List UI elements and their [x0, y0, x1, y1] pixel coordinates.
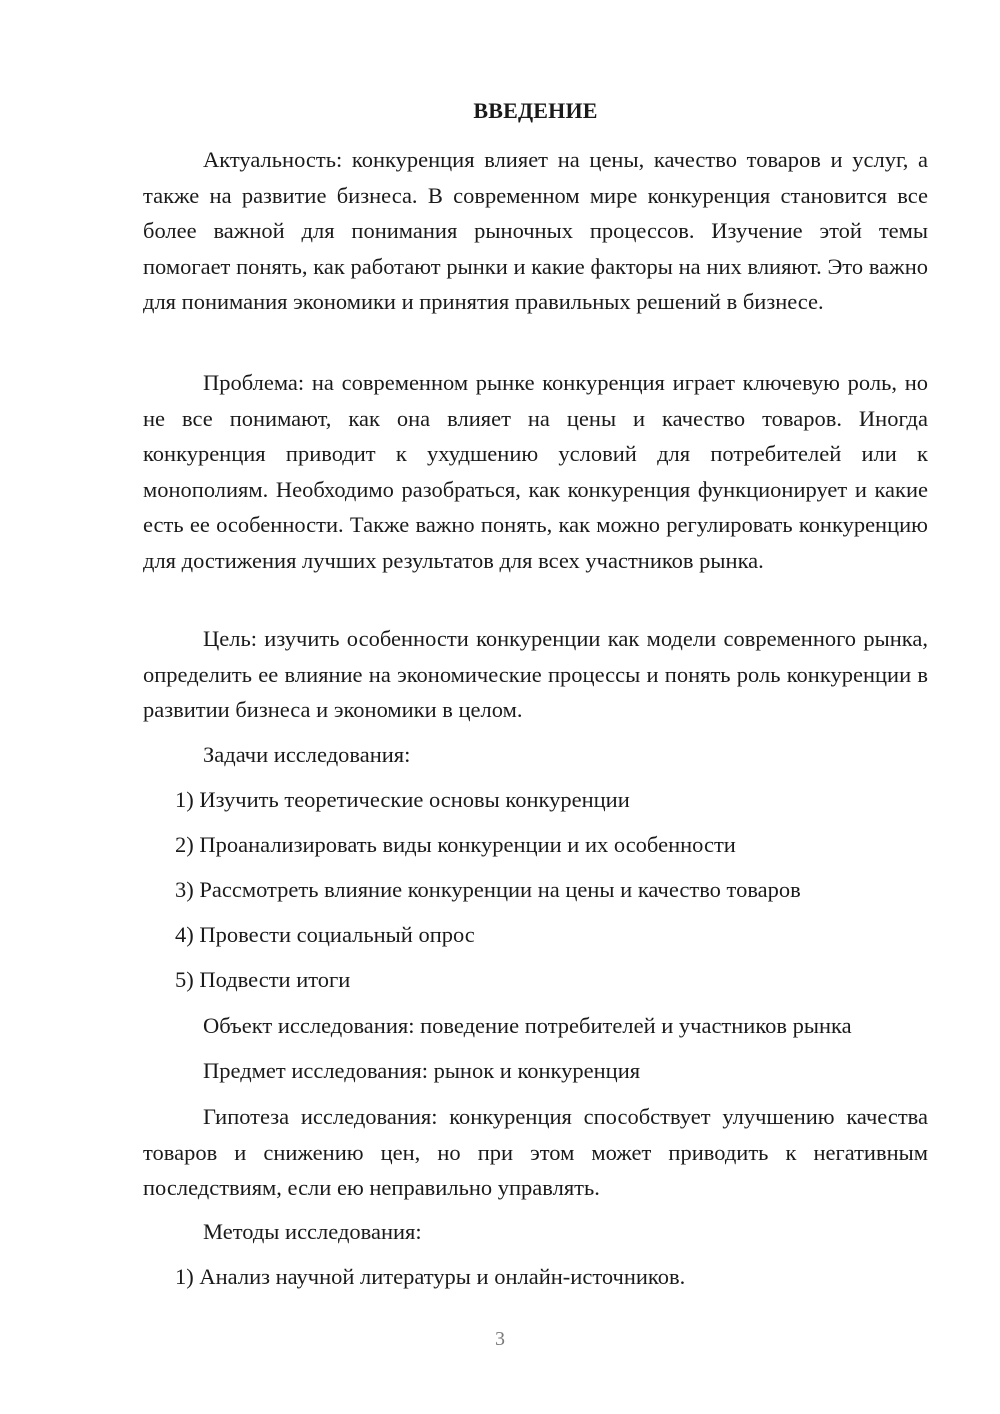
- page-number: 3: [495, 1328, 505, 1350]
- paragraph-hypothesis: Гипотеза исследования: конкуренция способствует улучшению качества товаров и снижению цен, но при этом может приводить к негативным последствиям, если ею неправильно управлять.: [143, 1104, 928, 1200]
- research-subject: Предмет исследования: рынок и конкуренция: [203, 1058, 641, 1083]
- paragraph-problem: Проблема: на современном рынке конкуренция играет ключевую роль, но не все понимают, как она влияет на цены и качество товаров. Иногда конкуренция приводит к ухудшению условий для потребителей или к монополиям. Необходимо разобраться, как конкуренция функционирует и какие есть ее особенности. Также важно понять, как можно регулировать конкуренцию для достижения лучших результатов для всех участников рынка.: [143, 370, 928, 573]
- section-title: ВВЕДЕНИЕ: [473, 98, 598, 123]
- task-item-2: 2) Проанализировать виды конкуренции и их особенности: [175, 832, 736, 857]
- task-item-3: 3) Рассмотреть влияние конкуренции на цены и качество товаров: [175, 877, 801, 902]
- research-object: Объект исследования: поведение потребителей и участников рынка: [203, 1013, 852, 1038]
- methods-heading: Методы исследования:: [203, 1219, 422, 1244]
- tasks-heading: Задачи исследования:: [203, 742, 411, 767]
- task-item-5: 5) Подвести итоги: [175, 967, 351, 992]
- paragraph-goal: Цель: изучить особенности конкуренции как модели современного рынка, определить ее влияние на экономические процессы и понять роль конкуренции в развитии бизнеса и экономики в целом.: [143, 626, 928, 722]
- task-item-4: 4) Провести социальный опрос: [175, 922, 475, 947]
- method-item-1: 1) Анализ научной литературы и онлайн-источников.: [175, 1264, 686, 1289]
- task-item-1: 1) Изучить теоретические основы конкуренции: [175, 787, 630, 812]
- paragraph-relevance: Актуальность: конкуренция влияет на цены, качество товаров и услуг, а также на развитие бизнеса. В современном мире конкуренция становится все более важной для понимания рыночных процессов. Изучение этой темы помогает понять, как работают рынки и какие факторы на них влияют. Это важно для понимания экономики и принятия правильных решений в бизнесе.: [143, 147, 928, 314]
